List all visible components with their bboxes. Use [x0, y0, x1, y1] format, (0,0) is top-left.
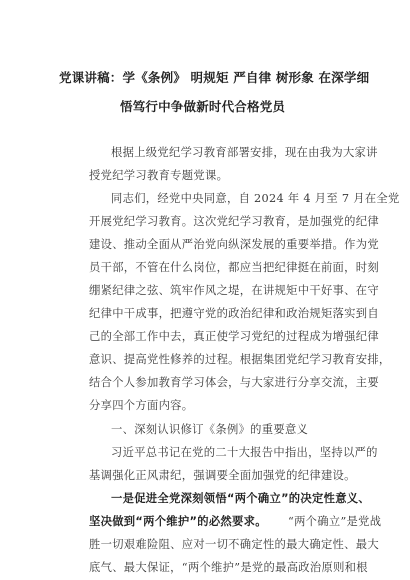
paragraph-line: 开展党纪学习教育。这次党纪学习教育，是加强党的纪律: [89, 215, 379, 228]
paragraph-line: 结合个人参加教育学习体会，与大家进行分享交流，主要: [89, 376, 379, 389]
paragraph-line: 基调强化正风肃纪，强调要全面加强党的纪律建设。: [89, 469, 356, 482]
paragraph-line: 建设、推动全面从严治党向纵深发展的重要举措。作为党: [89, 238, 379, 251]
bold-point-line: 坚决做到“两个维护”的必然要求。: [89, 515, 267, 528]
paragraph-line: 分享四个方面内容。: [89, 399, 194, 412]
document-title-line-2: 悟笃行中争做新时代合格党员: [120, 99, 286, 114]
paragraph-line: 底气、最大保证，“两个维护”是党的最高政治原则和根: [89, 561, 368, 574]
paragraph-line: 授党纪学习教育专题党课。: [89, 169, 229, 182]
document-title-line-1: 党课讲稿：学《条例》 明规矩 严自律 树形象 在深学细: [59, 70, 370, 85]
paragraph-line: 意识、提高党性修养的过程。根据集团党纪学习教育安排，: [89, 353, 391, 366]
bold-point-line: 一是促进全党深刻领悟“两个确立”的决定性意义、: [111, 492, 370, 505]
section-heading: 一、深刻认识修订《条例》的重要意义: [111, 423, 309, 436]
paragraph-line: 员干部，不管在什么岗位，都应当把纪律挺在前面，时刻: [89, 261, 379, 274]
paragraph-line: 绷紧纪律之弦、筑牢作风之堤，在讲规矩中干好事、在守: [89, 284, 379, 297]
paragraph-line: 根据上级党纪学习教育部署安排，现在由我为大家讲: [111, 146, 378, 159]
paragraph-line: 同志们，经党中央同意，自 2024 年 4 月至 7 月在全党: [111, 192, 400, 205]
paragraph-line: “两个确立”是党战: [288, 515, 382, 528]
paragraph-line: 纪律中干成事，把遵守党的政治纪律和政治规矩落实到自: [89, 307, 379, 320]
paragraph-line: 胜一切艰难险阻、应对一切不确定性的最大确定性、最大: [89, 538, 379, 551]
paragraph-line: 己的全部工作中去，真正使学习党纪的过程成为增强纪律: [89, 330, 379, 343]
paragraph-line: 习近平总书记在党的二十大报告中指出，坚持以严的: [111, 446, 378, 459]
